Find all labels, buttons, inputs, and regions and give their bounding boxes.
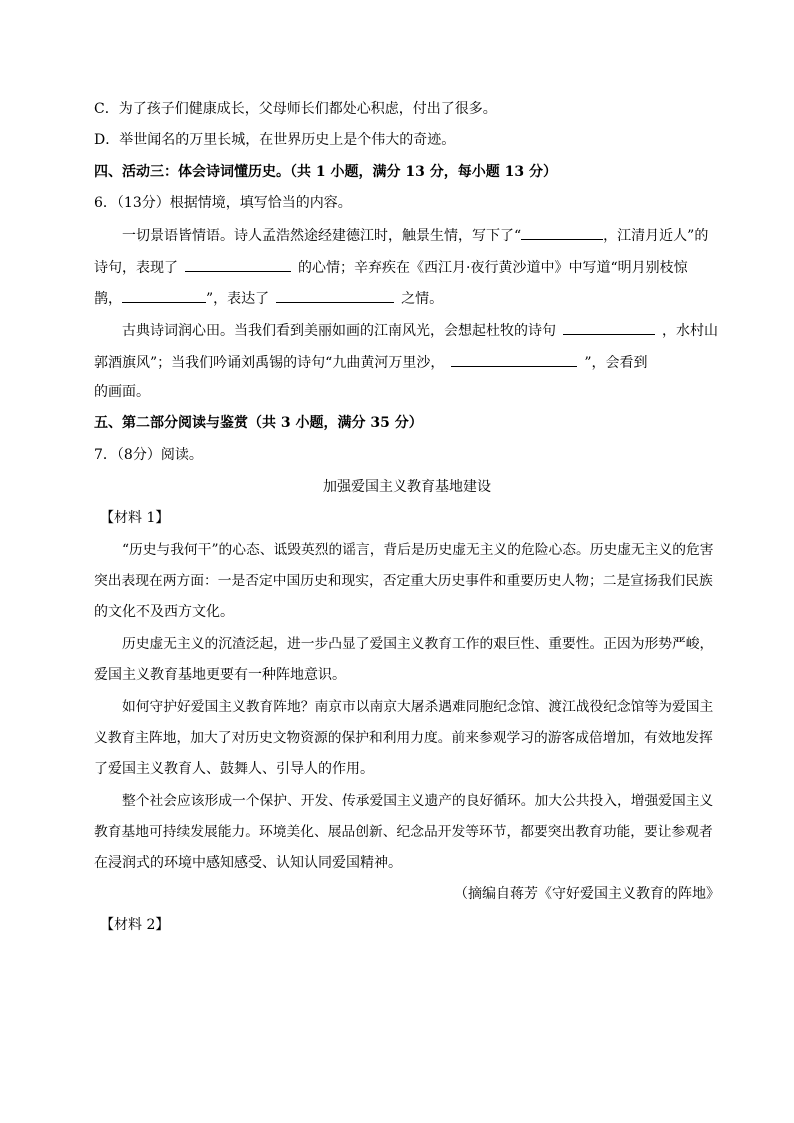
m1-p1-line2: 突出表现在两方面：一是否定中国历史和现实，否定重大历史事件和重要历史人物；二是宣扬我们民族 bbox=[94, 573, 713, 589]
q6-text: ，水村山 bbox=[662, 323, 718, 339]
m1-p4-line1: 整个社会应该形成一个保护、开发、传承爱国主义遗产的良好循环。加大公共投入，增强爱国主义 bbox=[122, 793, 714, 809]
section-4-heading: 四、活动三：体会诗词懂历史。（共 1 小题，满分 13 分，每小题 13 分） bbox=[94, 164, 557, 180]
q6-p2-line2 bbox=[94, 352, 648, 373]
section-5-heading: 五、第二部分阅读与鉴赏（共 3 小题，满分 35 分） bbox=[94, 415, 423, 431]
q6-text: 一切景语皆情语。诗人孟浩然途经建德江时，触景生情，写下了“ bbox=[122, 228, 522, 244]
q6-text: 的心情；辛弃疾在《西江月·夜行黄沙道中》中写道“明月别枝惊 bbox=[298, 260, 688, 276]
q6-p2-line3: 的画面。 bbox=[94, 384, 150, 400]
passage-title: 加强爱国主义教育基地建设 bbox=[323, 479, 491, 495]
q6-p1-line1 bbox=[122, 225, 708, 246]
q6-p1-line2 bbox=[94, 257, 688, 278]
material-2-label: 【材料 2】 bbox=[100, 917, 170, 933]
m1-p3-line2: 义教育主阵地，加大了对历史文物资源的保护和利用力度。前来参观学习的游客成倍增加，有效地发挥 bbox=[94, 730, 713, 746]
m1-p3-line3: 了爱国主义教育人、鼓舞人、引导人的作用。 bbox=[94, 761, 374, 777]
q6-text: 诗句，表现了 bbox=[94, 260, 178, 276]
fill-blank-4[interactable] bbox=[276, 288, 394, 303]
q6-stem: 6．（13分）根据情境，填写恰当的内容。 bbox=[94, 195, 352, 211]
m1-p1-line1: “历史与我何干”的心态、诋毁英烈的谣言，背后是历史虚无主义的危险心态。历史虚无主义的危害 bbox=[122, 542, 714, 558]
m1-p4-line3: 在浸润式的环境中感知感受、认知认同爱国精神。 bbox=[94, 855, 402, 871]
q6-p1-line3 bbox=[94, 288, 443, 309]
m1-p3-line1: 如何守护好爱国主义教育阵地？南京市以南京大屠杀遇难同胞纪念馆、渡江战役纪念馆等为爱国主 bbox=[122, 699, 714, 715]
q6-text: 鹊， bbox=[94, 291, 122, 307]
passage-source: （摘编自蒋芳《守好爱国主义教育的阵地》 bbox=[454, 886, 720, 902]
q6-text: 之情。 bbox=[401, 291, 444, 307]
m1-p4-line2: 教育基地可持续发展能力。环境美化、展品创新、纪念品开发等环节，都要突出教育功能，要让参观者 bbox=[94, 824, 713, 840]
fill-blank-2[interactable] bbox=[185, 257, 291, 272]
fill-blank-6[interactable] bbox=[451, 352, 577, 367]
fill-blank-1[interactable] bbox=[521, 225, 603, 240]
q6-text: ，江清月近人”的 bbox=[603, 228, 709, 244]
q6-p2-line1 bbox=[122, 320, 718, 341]
q6-text: 郭酒旗风”；当我们吟诵刘禹锡的诗句“九曲黄河万里沙， bbox=[94, 355, 445, 371]
m1-p1-line3: 的文化不及西方文化。 bbox=[94, 604, 234, 620]
q7-stem: 7．（8分）阅读。 bbox=[94, 447, 203, 463]
fill-blank-3[interactable] bbox=[122, 288, 206, 303]
material-1-label: 【材料 1】 bbox=[100, 510, 170, 526]
option-d: D．举世闻名的万里长城，在世界历史上是个伟大的奇迹。 bbox=[94, 132, 456, 148]
fill-blank-5[interactable] bbox=[563, 320, 655, 335]
q6-text: 古典诗词润心田。当我们看到美丽如画的江南风光，会想起杜牧的诗句 bbox=[122, 323, 556, 339]
q6-text: ”，会看到 bbox=[584, 355, 648, 371]
option-c: C．为了孩子们健康成长，父母师长们都处心积虑，付出了很多。 bbox=[94, 101, 497, 117]
m1-p2-line2: 爱国主义教育基地更要有一种阵地意识。 bbox=[94, 667, 346, 683]
m1-p2-line1: 历史虚无主义的沉渣泛起，进一步凸显了爱国主义教育工作的艰巨性、重要性。正因为形势严峻， bbox=[122, 636, 714, 652]
q6-text: ”，表达了 bbox=[206, 291, 270, 307]
